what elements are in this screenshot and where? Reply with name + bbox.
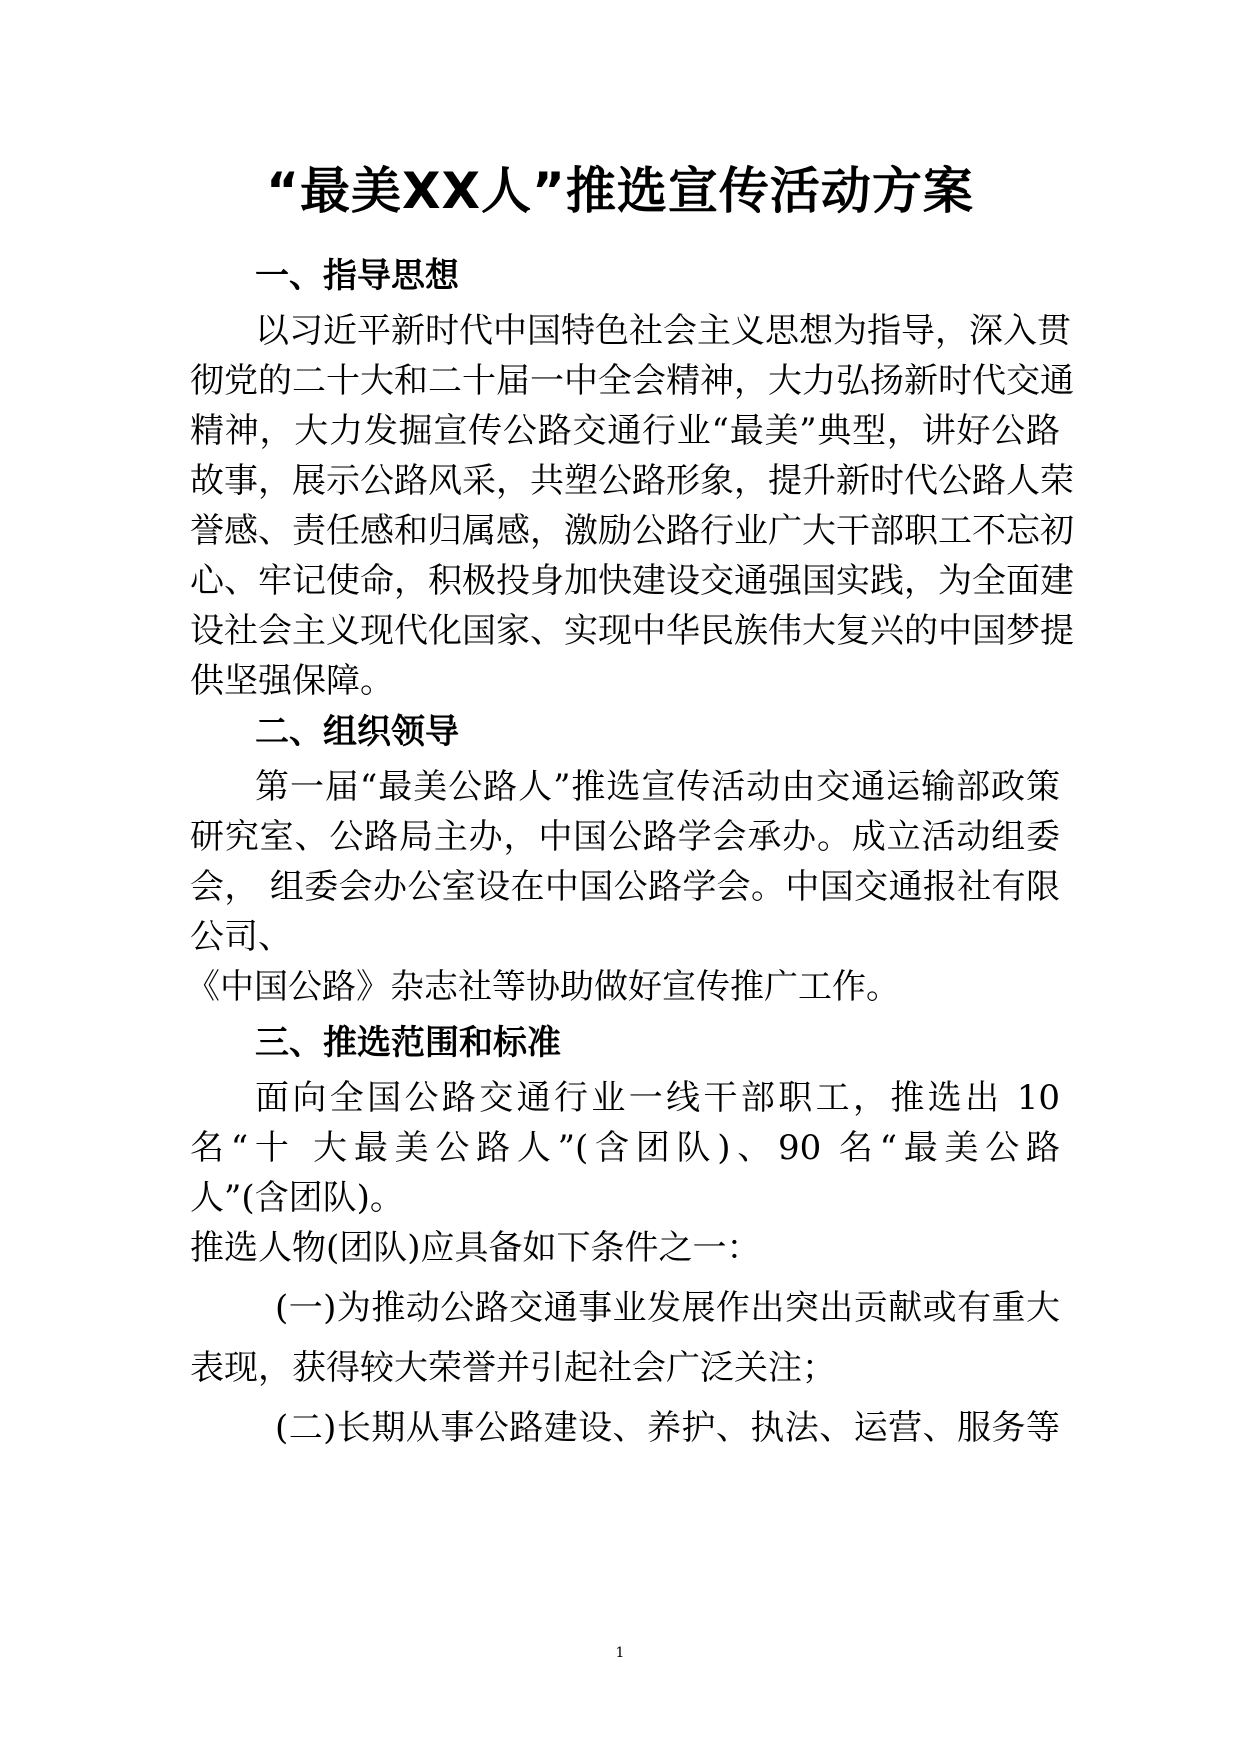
paragraph-line: 推选人物(团队)应具备如下条件之一： — [190, 1228, 761, 1268]
paragraph-line: 第一届“最美公路人”推选宣传活动由交通运输部政策 — [255, 767, 1060, 807]
page-number: 1 — [615, 1645, 625, 1661]
paragraph-line: 以习近平新时代中国特色社会主义思想为指导，深入贯 — [255, 311, 1071, 351]
criteria-item-line: 表现，获得较大荣誉并引起社会广泛关注； — [190, 1348, 836, 1388]
criteria-item-line: (二)长期从事公路建设、养护、执法、运营、服务等 — [275, 1408, 1060, 1448]
paragraph-line: 公司、 — [190, 917, 292, 957]
paragraph-line: 研究室、公路局主办，中国公路学会承办。成立活动组委 — [190, 817, 1060, 857]
paragraph-line: 《中国公路》杂志社等协助做好宣传推广工作。 — [186, 967, 900, 1007]
criteria-item-line: (一)为推动公路交通事业发展作出突出贡献或有重大 — [275, 1288, 1060, 1328]
paragraph-line: 故事，展示公路风采，共塑公路形象，提升新时代公路人荣 — [190, 461, 1074, 501]
paragraph-line: 供坚强保障。 — [190, 661, 394, 701]
section-heading-organization: 二、组织领导 — [255, 712, 459, 752]
paragraph-line: 设社会主义现代化国家、实现中华民族伟大复兴的中国梦提 — [190, 611, 1074, 651]
paragraph-line: 面向全国公路交通行业一线干部职工，推选出 10 — [255, 1078, 1060, 1118]
section-heading-scope-and-criteria: 三、推选范围和标准 — [255, 1023, 561, 1063]
paragraph-line: 彻党的二十大和二十届一中全会精神，大力弘扬新时代交通 — [190, 361, 1074, 401]
paragraph-line: 人”(含团队)。 — [190, 1178, 404, 1218]
paragraph-line: 精神，大力发掘宣传公路交通行业“最美”典型，讲好公路 — [190, 411, 1060, 451]
paragraph-line: 名“十 大最美公路人”(含团队)、90 名“最美公路 — [190, 1128, 1060, 1168]
paragraph-line: 誉感、责任感和归属感，激励公路行业广大干部职工不忘初 — [190, 511, 1074, 551]
section-heading-guiding-thought: 一、指导思想 — [255, 256, 459, 296]
paragraph-line: 会， 组委会办公室设在中国公路学会。中国交通报社有限 — [190, 867, 1060, 907]
document-title: “最美XX人”推选宣传活动方案 — [266, 162, 974, 220]
paragraph-line: 心、牢记使命，积极投身加快建设交通强国实践，为全面建 — [190, 561, 1074, 601]
